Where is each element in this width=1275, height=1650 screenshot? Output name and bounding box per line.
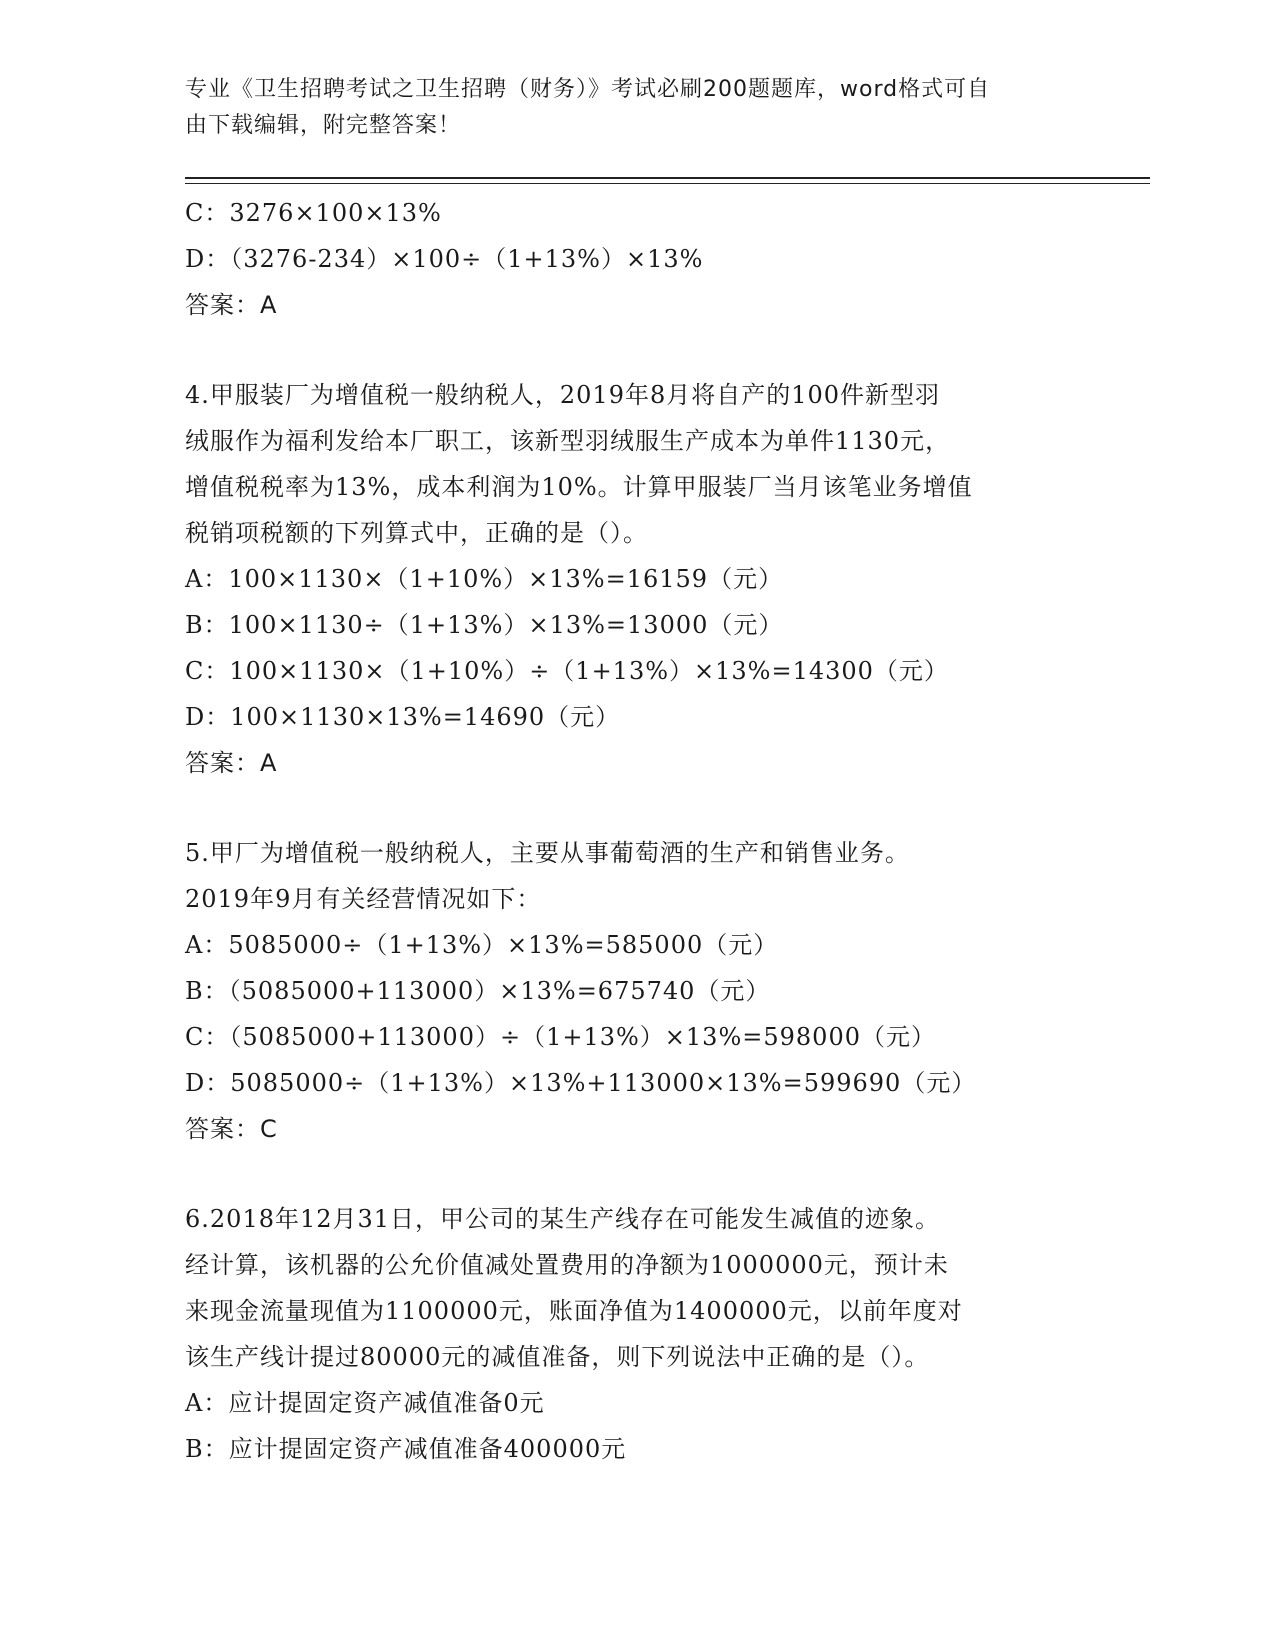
document-header [185,72,1065,144]
answer: 答案：A [185,291,278,319]
question-stem-line: 来现金流量现值为1100000元，账面净值为1400000元，以前年度对 [185,1297,963,1325]
option-a: A：应计提固定资产减值准备0元 [185,1389,545,1417]
option-b: B：应计提固定资产减值准备400000元 [185,1435,627,1463]
option-a: A：5085000÷（1+13%）×13%=585000（元） [185,931,779,959]
spacer [185,1152,1105,1196]
question-3-tail [185,190,1105,328]
header-divider-thick [185,177,1150,179]
option-c: C：3276×100×13% [185,199,442,227]
question-stem-line: 4.甲服装厂为增值税一般纳税人，2019年8月将自产的100件新型羽 [185,381,941,409]
question-stem-line: 税销项税额的下列算式中，正确的是（）。 [185,519,648,547]
question-stem-line: 绒服作为福利发给本厂职工，该新型羽绒服生产成本为单件1130元， [185,427,951,455]
question-6 [185,1196,1105,1472]
answer: 答案：C [185,1115,278,1143]
option-d: D：100×1130×13%=14690（元） [185,703,621,731]
question-stem-line: 该生产线计提过80000元的减值准备，则下列说法中正确的是（）。 [185,1343,930,1371]
question-stem-line: 6.2018年12月31日，甲公司的某生产线存在可能发生减值的迹象。 [185,1205,941,1233]
spacer [185,786,1105,830]
question-stem-line: 5.甲厂为增值税一般纳税人，主要从事葡萄酒的生产和销售业务。 [185,839,910,867]
option-b: B：100×1130÷（1+13%）×13%=13000（元） [185,611,784,639]
option-a: A：100×1130×（1+10%）×13%=16159（元） [185,565,784,593]
header-divider-thin [185,183,1150,184]
question-4 [185,372,1105,786]
option-d: D：（3276-234）×100÷（1+13%）×13% [185,245,704,273]
question-5 [185,830,1105,1152]
document-body [185,190,1105,1472]
option-c: C：100×1130×（1+10%）÷（1+13%）×13%=14300（元） [185,657,949,685]
question-stem-line: 经计算，该机器的公允价值减处置费用的净额为1000000元，预计未 [185,1251,949,1279]
question-stem-line: 2019年9月有关经营情况如下： [185,885,542,913]
question-stem-line: 增值税税率为13%，成本利润为10%。计算甲服装厂当月该笔业务增值 [185,473,973,501]
header-line-2: 由下载编辑，附完整答案！ [185,113,462,138]
option-c: C：（5085000+113000）÷（1+13%）×13%=598000（元） [185,1023,936,1051]
answer: 答案：A [185,749,278,777]
header-line-1: 专业《卫生招聘考试之卫生招聘（财务）》考试必刷200题题库，word格式可自 [185,77,991,102]
option-b: B：（5085000+113000）×13%=675740（元） [185,977,771,1005]
spacer [185,328,1105,372]
option-d: D：5085000÷（1+13%）×13%+113000×13%=599690（元） [185,1069,977,1097]
